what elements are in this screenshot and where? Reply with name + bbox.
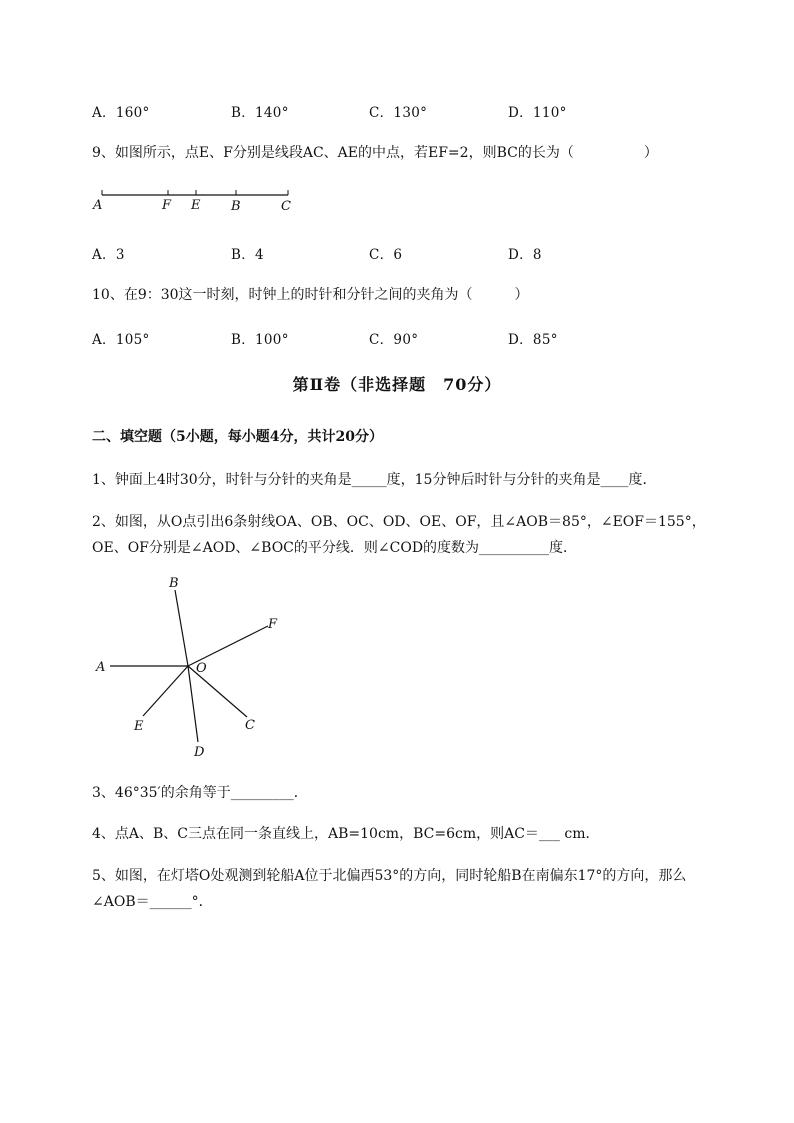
q8-option-d: D．110° (508, 105, 567, 121)
ray-od (188, 666, 198, 742)
q9-segment-figure (88, 185, 308, 215)
fill-q5-line1: 5、如图，在灯塔O处观测到轮船A位于北偏西53°的方向，同时轮船B在南偏东17°的方向，那么 (92, 868, 687, 884)
label-e: E (191, 198, 201, 213)
label-b: B (231, 199, 241, 214)
q9-option-d: D．8 (508, 247, 542, 263)
rays-figure (90, 572, 290, 762)
label-c: C (281, 199, 291, 214)
label-d: D (194, 745, 205, 760)
q10-text: 10、在9：30这一时刻，时钟上的时针和分针之间的夹角为（ ） (92, 287, 529, 303)
q10-option-a: A．105° (92, 332, 150, 348)
label-e: E (134, 719, 144, 734)
ray-of (188, 626, 268, 666)
q9-option-a: A．3 (92, 247, 125, 263)
ray-ob (175, 590, 188, 666)
label-o: O (196, 661, 207, 676)
fill-q5-line2: ∠AOB＝______°． (92, 894, 213, 910)
fill-q2-line2: OE、OF分别是∠AOD、∠BOC的平分线．则∠COD的度数为__________度． (92, 540, 578, 556)
q8-option-a: A．160° (92, 105, 150, 121)
q8-option-b: B．140° (231, 105, 289, 121)
fill-q2-line1: 2、如图，从O点引出6条射线OA、OB、OC、OD、OE、OF，且∠AOB＝85°，∠EOF＝155°， (92, 514, 706, 530)
ray-oe (143, 666, 188, 716)
label-a: A (96, 660, 106, 675)
fill-q4: 4、点A、B、C三点在同一条直线上，AB=10cm，BC=6cm，则AC＝___ cm． (92, 826, 600, 842)
q9-option-b: B．4 (231, 247, 264, 263)
q10-option-b: B．100° (231, 332, 289, 348)
fill-q1: 1、钟面上4时30分，时针与分针的夹角是_____度，15分钟后时针与分针的夹角是____度． (92, 472, 657, 488)
label-b: B (169, 576, 179, 591)
fill-q3: 3、46°35′的余角等于_________． (92, 785, 308, 801)
q10-option-d: D．85° (508, 332, 558, 348)
label-a: A (93, 198, 103, 213)
q9-text: 9、如图所示，点E、F分别是线段AC、AE的中点，若EF=2，则BC的长为（ ） (92, 145, 658, 161)
section2-heading: 二、填空题（5小题，每小题4分，共计20分） (92, 429, 383, 445)
q8-option-c: C．130° (369, 105, 428, 121)
part2-title: 第Ⅱ卷（非选择题 70分） (292, 375, 502, 394)
label-f: F (162, 198, 172, 213)
q10-option-c: C．90° (369, 332, 419, 348)
label-f: F (268, 617, 278, 632)
label-c: C (245, 718, 255, 733)
q9-option-c: C．6 (369, 247, 403, 263)
